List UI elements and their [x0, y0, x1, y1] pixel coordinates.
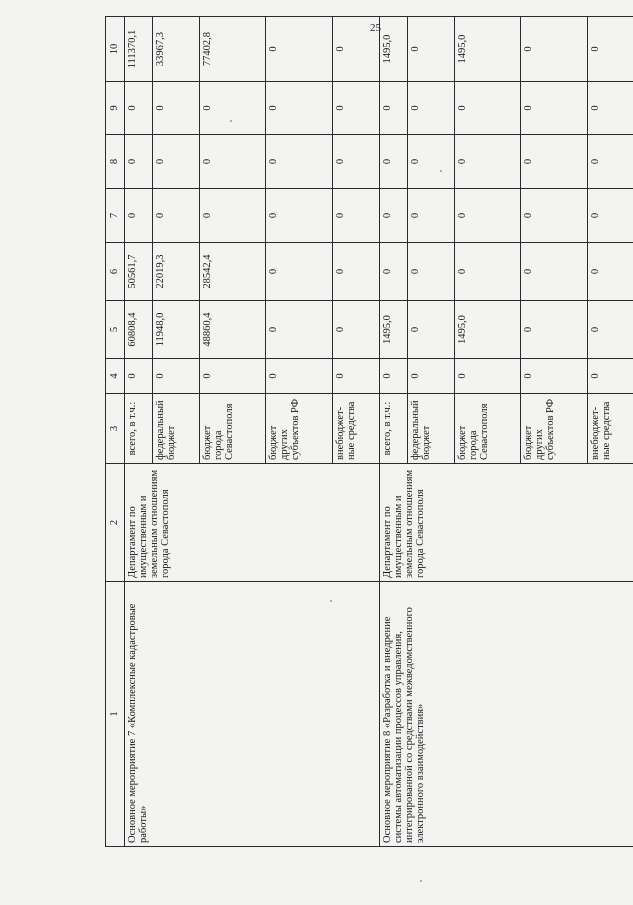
value-cell: 22019,3: [152, 243, 199, 301]
value-cell: 0: [455, 135, 521, 189]
value-cell: 0: [455, 359, 521, 394]
rotated-table-container: [105, 29, 633, 847]
value-cell: 0: [200, 82, 266, 135]
executor-cell: Департамент по имущественным и земельным отношениям города Севастополя: [125, 464, 380, 582]
value-cell: 0: [407, 189, 454, 243]
value-cell: 0: [521, 359, 587, 394]
source-cell: федеральный бюджет: [407, 394, 454, 464]
source-cell: всего, в т.ч.:: [125, 394, 153, 464]
value-cell: 0: [152, 82, 199, 135]
value-cell: 50561,7: [125, 243, 153, 301]
value-cell: 0: [266, 17, 332, 82]
source-cell: внебюджет-ные средства: [332, 394, 379, 464]
value-cell: 0: [587, 82, 633, 135]
value-cell: 0: [379, 82, 407, 135]
value-cell: 0: [332, 301, 379, 359]
value-cell: 0: [407, 359, 454, 394]
value-cell: 28542,4: [200, 243, 266, 301]
value-cell: 0: [407, 82, 454, 135]
value-cell: 11948,0: [152, 301, 199, 359]
source-cell: федеральный бюджет: [152, 394, 199, 464]
activity-cell: Основное мероприятие 8 «Разработка и внедрение системы автоматизации процессов управления, интегрированной со средствами межведомственного электронного взаимодействия»: [379, 582, 633, 847]
value-cell: 0: [587, 189, 633, 243]
source-cell: бюджет города Севастополя: [200, 394, 266, 464]
value-cell: 1495,0: [379, 17, 407, 82]
value-cell: 0: [587, 243, 633, 301]
value-cell: 0: [125, 82, 153, 135]
value-cell: 0: [521, 135, 587, 189]
header-cell: 8: [106, 135, 125, 189]
budget-table: [105, 16, 633, 847]
value-cell: 1495,0: [455, 17, 521, 82]
value-cell: 0: [266, 301, 332, 359]
value-cell: 0: [455, 243, 521, 301]
header-cell: 5: [106, 301, 125, 359]
value-cell: 0: [587, 301, 633, 359]
source-cell: всего, в т.ч.:: [379, 394, 407, 464]
value-cell: 0: [521, 17, 587, 82]
value-cell: 0: [455, 189, 521, 243]
header-row: [106, 17, 125, 847]
header-cell: 10: [106, 17, 125, 82]
value-cell: 0: [125, 359, 153, 394]
value-cell: 0: [379, 243, 407, 301]
value-cell: 0: [332, 243, 379, 301]
value-cell: 0: [521, 82, 587, 135]
value-cell: 0: [332, 189, 379, 243]
value-cell: 0: [125, 189, 153, 243]
value-cell: 33967,3: [152, 17, 199, 82]
value-cell: 0: [455, 82, 521, 135]
value-cell: 0: [521, 189, 587, 243]
header-cell: 3: [106, 394, 125, 464]
value-cell: 0: [379, 359, 407, 394]
value-cell: 0: [332, 359, 379, 394]
value-cell: 0: [125, 135, 153, 189]
source-cell: бюджет других субъектов РФ: [266, 394, 332, 464]
value-cell: 0: [379, 135, 407, 189]
value-cell: 0: [379, 189, 407, 243]
page-number: 25: [370, 22, 381, 34]
value-cell: 60808,4: [125, 301, 153, 359]
value-cell: 1495,0: [455, 301, 521, 359]
source-cell: бюджет города Севастополя: [455, 394, 521, 464]
header-cell: 1: [106, 582, 125, 847]
value-cell: 0: [266, 82, 332, 135]
header-cell: 9: [106, 82, 125, 135]
value-cell: 77402,8: [200, 17, 266, 82]
scan-speck: [420, 880, 422, 882]
value-cell: 0: [332, 82, 379, 135]
value-cell: 0: [332, 135, 379, 189]
value-cell: 0: [332, 17, 379, 82]
value-cell: 0: [200, 189, 266, 243]
value-cell: 0: [266, 243, 332, 301]
value-cell: 0: [407, 243, 454, 301]
value-cell: 0: [152, 359, 199, 394]
value-cell: 0: [266, 189, 332, 243]
activity-cell: Основное мероприятие 7 «Комплексные кадастровые работы»: [125, 582, 380, 847]
value-cell: 0: [587, 359, 633, 394]
value-cell: 0: [521, 301, 587, 359]
header-cell: 2: [106, 464, 125, 582]
value-cell: 0: [407, 301, 454, 359]
value-cell: 0: [407, 17, 454, 82]
value-cell: 1495,0: [379, 301, 407, 359]
source-cell: внебюджет-ные средства: [587, 394, 633, 464]
value-cell: 0: [407, 135, 454, 189]
value-cell: 111370,1: [125, 17, 153, 82]
value-cell: 0: [266, 359, 332, 394]
table-row: [379, 17, 407, 847]
header-cell: 6: [106, 243, 125, 301]
executor-cell: Департамент по имущественным и земельным отношениям города Севастополя: [379, 464, 633, 582]
value-cell: 0: [152, 135, 199, 189]
value-cell: 0: [587, 135, 633, 189]
header-cell: 4: [106, 359, 125, 394]
table-row: [125, 17, 153, 847]
value-cell: 0: [521, 243, 587, 301]
header-cell: 7: [106, 189, 125, 243]
value-cell: 0: [152, 189, 199, 243]
source-cell: бюджет других субъектов РФ: [521, 394, 587, 464]
value-cell: 0: [587, 17, 633, 82]
value-cell: 0: [266, 135, 332, 189]
value-cell: 0: [200, 359, 266, 394]
value-cell: 48860,4: [200, 301, 266, 359]
value-cell: 0: [200, 135, 266, 189]
